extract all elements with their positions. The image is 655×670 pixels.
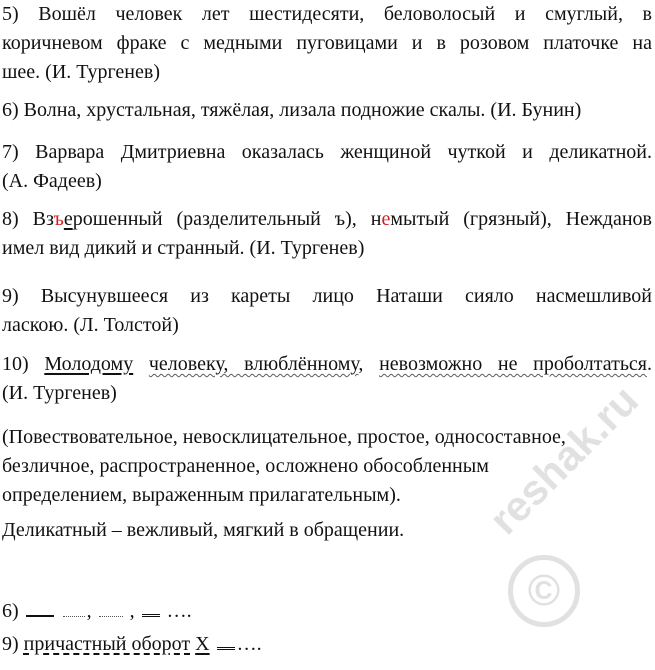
subject-underline: Молодому — [44, 353, 134, 375]
scheme-6-comma-2: , — [129, 600, 135, 622]
predicate-underline: невозможно не проболтаться — [379, 353, 648, 375]
sentence-6-line-1: 6) Волна, хрустальная, тяжёлая, лизала подножие скалы. (И. Бунин) — [2, 99, 582, 121]
scheme-9-predicate-blank — [217, 647, 235, 650]
sentence-8-part-3: н — [370, 208, 382, 230]
syntax-analysis — [2, 423, 652, 510]
hard-sign-highlight: ъ — [53, 208, 64, 230]
sentence-10-space — [133, 353, 149, 375]
sentence-8-line-1 — [2, 205, 652, 234]
sentence-9-line-2: ласкою. (Л. Толстой) — [2, 314, 179, 336]
sentence-8-part-2: рошенный (разделительный ъ), — [72, 208, 371, 230]
prefix-vowel-highlight: е — [381, 208, 391, 230]
sentence-9 — [2, 282, 652, 340]
sentence-7 — [2, 138, 652, 196]
participle-phrase-underline: человеку, влюблённому — [148, 353, 359, 375]
definition-text: Деликатный – вежливый, мягкий в обращении. — [2, 519, 405, 541]
sentence-5-line-1: 5) Вошёл человек лет шестидесяти, беловолосый и смуглый, в — [2, 3, 652, 25]
scheme-6-ellipsis: …. — [166, 600, 192, 622]
sentence-7-line-2: (А. Фадеев) — [2, 170, 102, 192]
analysis-line-1: (Повествовательное, невосклицательное, простое, односоставное, — [2, 426, 566, 448]
scheme-9 — [2, 630, 652, 659]
attribute-blank-2 — [99, 616, 123, 617]
scheme-9-prefix: 9) — [2, 633, 24, 655]
sentence-8-part-1: 8) Вз — [2, 208, 54, 230]
scheme-6-comma-1: , — [86, 600, 92, 622]
sentence-8-part-4: мытый (грязный), Нежданов — [390, 208, 652, 230]
subject-blank — [26, 615, 54, 617]
predicate-blank — [142, 614, 160, 617]
sentence-10-period: . — [647, 353, 653, 375]
copyright-icon: © — [508, 555, 580, 627]
sentence-10-comma: , — [358, 353, 380, 375]
sentence-5-line-2: коричневом фраке с медными пуговицами и в розовом платочке на — [2, 32, 652, 54]
sentence-6 — [2, 96, 652, 125]
sentence-7-line-1: 7) Варвара Дмитриевна оказалась женщиной чуткой и деликатной. — [2, 141, 652, 163]
scheme-6 — [2, 597, 652, 626]
subject-x-marker: Х — [195, 633, 210, 655]
sentence-10-line-1 — [2, 350, 652, 379]
sentence-10-part-1: 10) — [2, 353, 45, 375]
sentence-8-line-2: имел вид дикий и странный. (И. Тургенев) — [2, 237, 365, 259]
sentence-9-line-1: 9) Высунувшееся из кареты лицо Наташи сияло насмешливой — [2, 285, 652, 307]
analysis-line-2: безличное, распространенное, осложнено обособленным — [2, 455, 489, 477]
analysis-line-3: определением, выраженным прилагательным). — [2, 484, 401, 506]
word-definition — [2, 516, 652, 545]
scheme-9-ellipsis: …. — [236, 633, 262, 655]
sentence-10-line-2: (И. Тургенев) — [2, 382, 117, 404]
sentence-10 — [2, 350, 652, 408]
watermark-text: reshak.ru — [480, 376, 647, 544]
sentence-5-line-3: шее. (И. Тургенев) — [2, 61, 160, 83]
sentence-5 — [2, 0, 652, 87]
participle-phrase-label: причастный оборот — [23, 633, 191, 655]
sentence-8 — [2, 205, 652, 263]
vowel-underlined: е — [63, 208, 73, 230]
scheme-6-prefix: 6) — [2, 600, 24, 622]
attribute-blank-1 — [63, 616, 85, 617]
